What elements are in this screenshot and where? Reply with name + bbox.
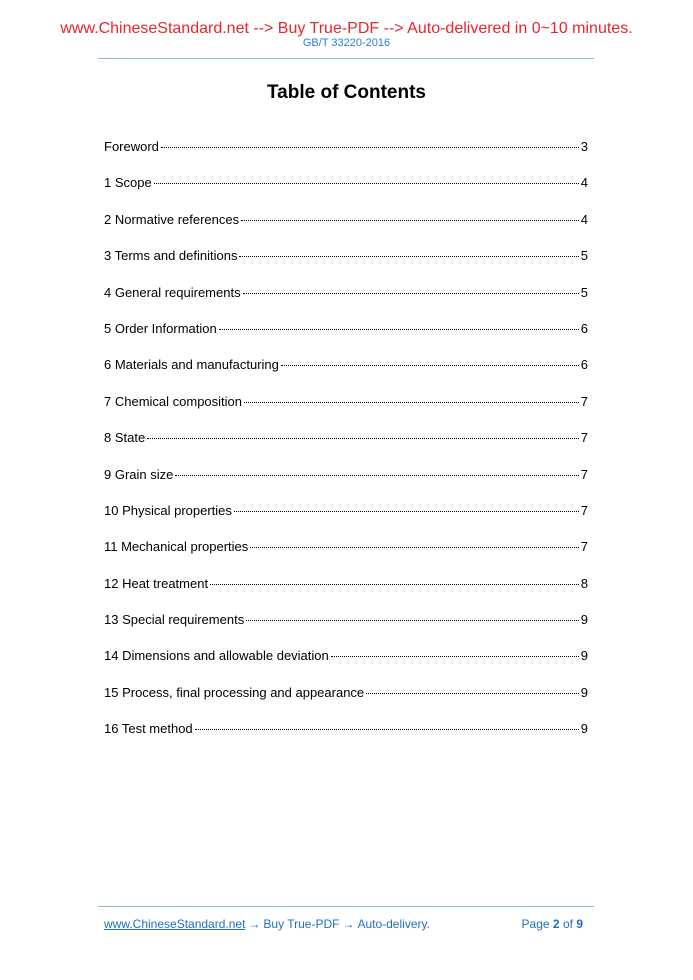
page-indicator — [522, 916, 583, 932]
toc-entry-title: 8 State — [104, 430, 146, 446]
toc-entry-page-number: 9 — [580, 684, 588, 700]
toc-dot-leader — [234, 511, 579, 512]
current-page-number: 2 — [552, 917, 560, 931]
toc-dot-leader — [331, 656, 579, 657]
toc-entry-page-number: 4 — [580, 211, 588, 227]
toc-dot-leader — [241, 220, 579, 221]
toc-entry[interactable] — [104, 611, 588, 647]
toc-entry[interactable] — [104, 320, 588, 356]
toc-entry-page-number: 7 — [580, 393, 588, 409]
toc-entry[interactable] — [104, 575, 588, 611]
toc-entry-page-number: 5 — [580, 284, 588, 300]
toc-dot-leader — [161, 147, 579, 148]
toc-entry-title: 16 Test method — [104, 721, 193, 737]
auto-delivery-text: Auto-delivery. — [357, 917, 430, 931]
toc-entry[interactable] — [104, 647, 588, 683]
toc-entry[interactable] — [104, 393, 588, 429]
toc-entry-title: 9 Grain size — [104, 466, 174, 482]
toc-entry[interactable] — [104, 429, 588, 465]
toc-entry-page-number: 7 — [580, 539, 588, 555]
toc-entry[interactable] — [104, 247, 588, 283]
toc-entry-page-number: 7 — [580, 502, 588, 518]
table-of-contents — [104, 138, 588, 757]
toc-entry-page-number: 4 — [580, 175, 588, 191]
toc-dot-leader — [366, 693, 579, 694]
toc-dot-leader — [243, 293, 579, 294]
toc-entry[interactable] — [104, 466, 588, 502]
toc-entry[interactable] — [104, 138, 588, 174]
toc-entry-page-number: 7 — [580, 466, 588, 482]
toc-entry[interactable] — [104, 284, 588, 320]
header-divider — [98, 58, 594, 59]
toc-entry-title: 2 Normative references — [104, 211, 240, 227]
toc-entry-title: 4 General requirements — [104, 284, 241, 300]
toc-entry[interactable] — [104, 211, 588, 247]
toc-dot-leader — [244, 402, 579, 403]
toc-entry-title: 10 Physical properties — [104, 502, 232, 518]
toc-entry-title: 12 Heat treatment — [104, 575, 209, 591]
toc-dot-leader — [239, 256, 578, 257]
toc-entry-title: 1 Scope — [104, 175, 152, 191]
toc-entry-page-number: 8 — [580, 575, 588, 591]
toc-entry[interactable] — [104, 720, 588, 756]
buy-pdf-text: Buy True-PDF — [263, 917, 340, 931]
toc-entry-page-number: 9 — [580, 612, 588, 628]
toc-entry-page-number: 6 — [580, 320, 588, 336]
toc-entry-title: 15 Process, final processing and appearance — [104, 684, 365, 700]
website-link[interactable]: www.ChineseStandard.net — [104, 917, 246, 931]
document-code: GB/T 33220-2016 — [302, 37, 391, 49]
page-label: Page — [521, 917, 550, 931]
toc-entry-page-number: 7 — [580, 430, 588, 446]
arrow-right-icon: → — [342, 917, 355, 931]
toc-entry-title: 6 Materials and manufacturing — [104, 357, 279, 373]
toc-dot-leader — [281, 365, 579, 366]
toc-dot-leader — [210, 584, 579, 585]
toc-entry-page-number: 3 — [580, 139, 588, 154]
toc-entry-page-number: 6 — [580, 357, 588, 373]
toc-entry-title: 11 Mechanical properties — [104, 539, 249, 555]
toc-dot-leader — [246, 620, 579, 621]
toc-entry[interactable] — [104, 684, 588, 720]
toc-entry-title: 14 Dimensions and allowable deviation — [104, 648, 329, 664]
toc-dot-leader — [175, 475, 578, 476]
promo-banner[interactable]: www.ChineseStandard.net --> Buy True-PDF --> Auto-delivered in 0~10 minutes. — [60, 20, 633, 37]
page-of-label: of — [562, 917, 573, 931]
toc-dot-leader — [250, 547, 578, 548]
toc-dot-leader — [154, 183, 579, 184]
toc-entry[interactable] — [104, 356, 588, 392]
page-title: Table of Contents — [266, 82, 427, 103]
toc-entry[interactable] — [104, 538, 588, 574]
arrow-right-icon: → — [248, 917, 261, 931]
toc-entry-page-number: 9 — [580, 648, 588, 664]
toc-entry-page-number: 9 — [580, 721, 588, 737]
toc-entry-title: 3 Terms and definitions — [104, 248, 238, 264]
toc-entry[interactable] — [104, 174, 588, 210]
toc-entry-page-number: 5 — [580, 248, 588, 264]
total-page-number: 9 — [576, 917, 583, 931]
toc-dot-leader — [219, 329, 579, 330]
toc-entry-title: 13 Special requirements — [104, 612, 245, 628]
toc-dot-leader — [147, 438, 579, 439]
toc-entry-title: 7 Chemical composition — [104, 393, 243, 409]
toc-entry[interactable] — [104, 502, 588, 538]
toc-entry-title: 5 Order Information — [104, 320, 217, 336]
toc-dot-leader — [195, 729, 579, 730]
footer-promo — [104, 916, 430, 932]
footer-divider — [98, 906, 594, 907]
toc-entry-title: Foreword — [104, 139, 159, 154]
